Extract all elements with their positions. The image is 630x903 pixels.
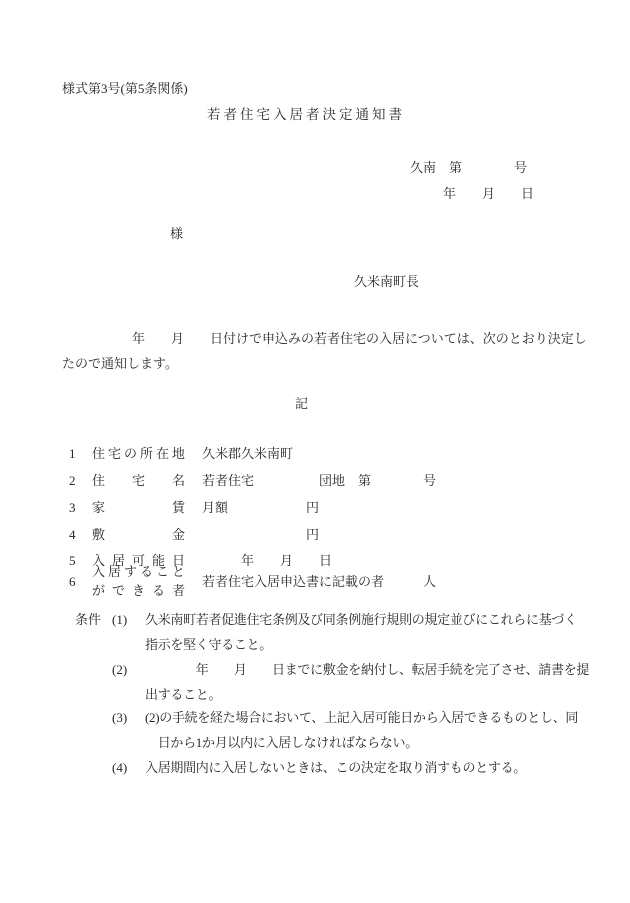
- item-row-rent: [69, 500, 319, 516]
- item-value: 年 月 日: [202, 553, 333, 568]
- condition-2-text-line-1: 年 月 日までに敷金を納付し、転居手続を完了させ、請書を提: [145, 662, 590, 677]
- form-number: 様式第3号(第5条関係): [62, 81, 188, 96]
- condition-2-text-line-2: 出すること。: [145, 687, 222, 702]
- item-number: 2: [69, 473, 76, 488]
- doc-number-line: 久南 第 号: [410, 160, 528, 175]
- date-line: 年 月 日: [443, 186, 535, 201]
- section-marker: 記: [295, 396, 309, 411]
- condition-1-text-line-2: 指示を堅く守ること。: [145, 637, 273, 652]
- item-label-line-1: 入 居 す る こ と: [92, 564, 185, 579]
- item-label-line-2: が で き る 者: [92, 583, 185, 598]
- condition-3-text-line-1: (2)の手続を経た場合において、上記入居可能日から入居できるものとし、同: [145, 710, 579, 725]
- item-label: 住 宅 名: [92, 473, 185, 488]
- condition-4-number: (4): [112, 760, 128, 775]
- item-label: 入 居 可 能 日: [92, 553, 185, 568]
- item-number: 6: [69, 573, 76, 589]
- item-number: 5: [69, 553, 76, 568]
- condition-4-text-line-1: 入居期間内に入居しないときは、この決定を取り消すものとする。: [145, 760, 527, 775]
- condition-3-number: (3): [112, 710, 128, 725]
- item-number: 1: [69, 446, 76, 461]
- item-value: 円: [202, 527, 320, 542]
- item-label: 家 賃: [92, 500, 185, 515]
- item-value: 久米郡久米南町: [202, 446, 294, 461]
- item-number: 3: [69, 500, 76, 515]
- condition-1-text-line-1: 久米南町若者促進住宅条例及び同条例施行規則の規定並びにこれらに基づく: [145, 612, 577, 627]
- item-value: 月額 円: [202, 500, 320, 515]
- body-line-2: たので通知します。: [62, 356, 178, 371]
- item-row-eligible-persons: [69, 564, 436, 599]
- item-value: 若者住宅 団地 第 号: [202, 473, 437, 488]
- addressee-suffix: 様: [170, 226, 184, 241]
- item-label: 住 宅 の 所 在 地: [92, 446, 185, 461]
- condition-2-number: (2): [112, 662, 128, 677]
- sender-name: 久米南町長: [354, 274, 420, 289]
- conditions-heading: 条件: [75, 612, 102, 627]
- item-value: 若者住宅入居申込書に記載の者 人: [202, 573, 437, 589]
- document-title: 若者住宅入居者決定通知書: [207, 107, 405, 122]
- item-row-housing-name: [69, 473, 436, 489]
- condition-3-text-line-2: 日から1か月以内に入居しなければならない。: [145, 735, 418, 750]
- item-number: 4: [69, 527, 76, 542]
- item-row-location: [69, 446, 293, 462]
- item-label: 敷 金: [92, 527, 185, 542]
- item-row-deposit: [69, 527, 319, 543]
- item-label-stack: [92, 564, 185, 599]
- body-line-1: 年 月 日付けで申込みの若者住宅の入居については、次のとおり決定し: [132, 331, 587, 346]
- condition-1-number: (1): [112, 612, 128, 627]
